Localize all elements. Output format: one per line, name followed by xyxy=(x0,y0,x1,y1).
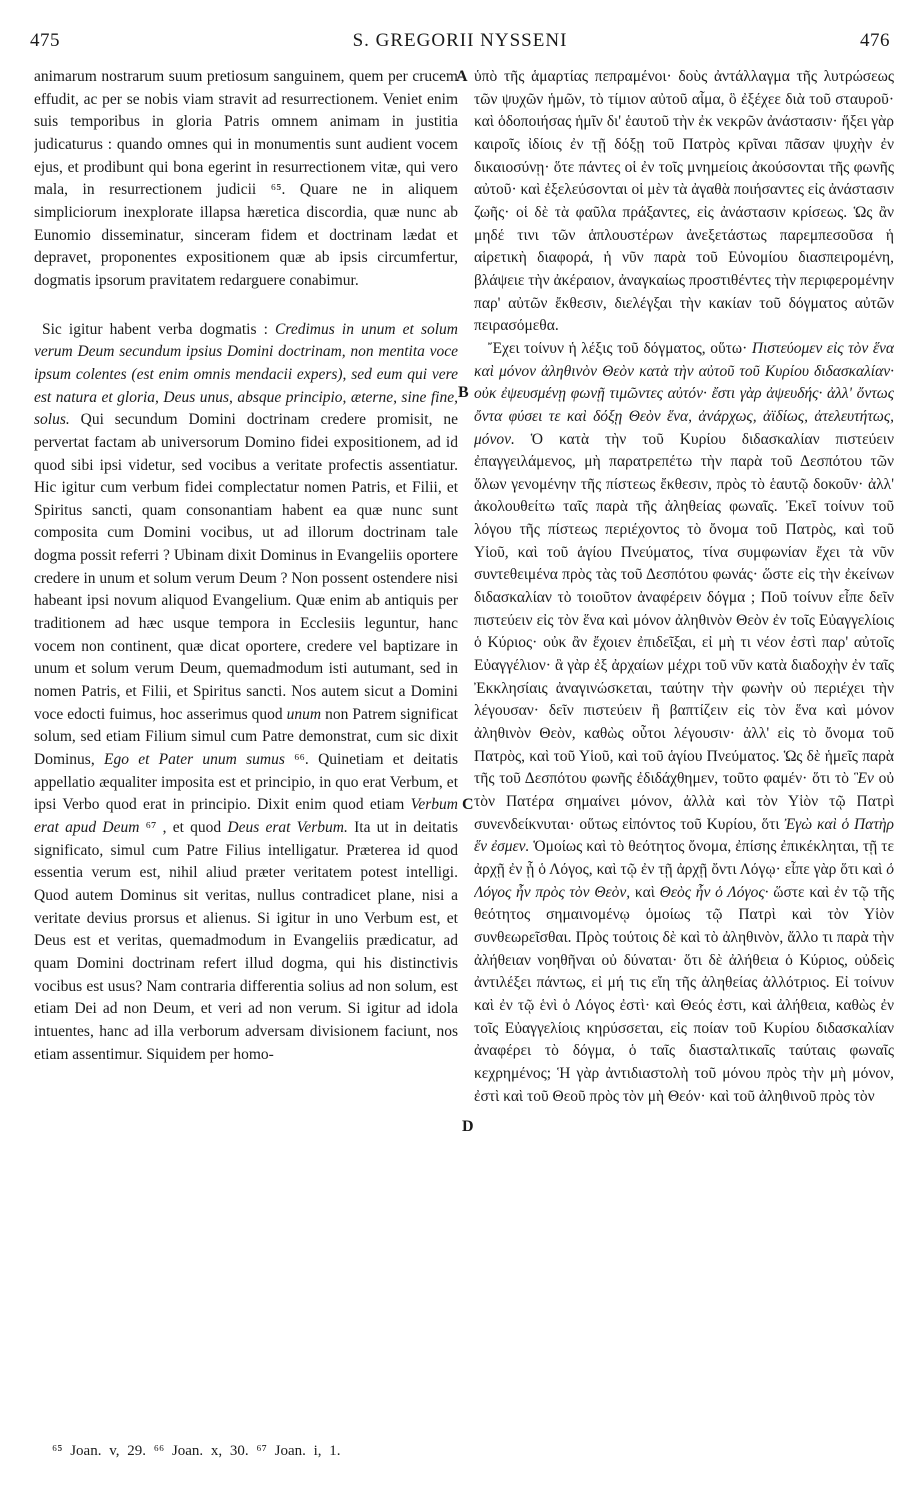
latin-text-d: ⁶⁷ , et quod xyxy=(139,819,228,836)
latin-text-a: Qui secundum Domini doctrinam credere promisit, ne pervertat factam ab universorum Domino fidei expositionem, ad id quod sibi ipsi videtur, sed vocibus a veritate profectis assentiatur. Hic igitur cum verbum fidei complectatur nomen Patris, et Filii, et Spiritus sancti, quam consonantiam habent ea quæ nunc sunt composita cum Domini vocibus, ut ad illorum doctrinam tale dogma possit referri ? Ubinam dixit Dominus in Evangeliis oportere credere in unum et solum verum Deum ? Non possent ostendere nisi habeant ipsi novum aliquod Evangelium. Quæ enim ab antiquis per traditionem ad hæc usque tempora in Ecclesiis leguntur, hanc vocem non continent, quæ dicat oportere, credere vel baptizare in unum et solum verum Deum, quemadmodum isti autumant, sed in nomen Patris, et Filii, et Spiritus sancti. Nos autem sicut a Domini voce edocti fuimus, hoc asserimus quod xyxy=(34,411,458,723)
greek-text-a: Ὁ κατὰ τὴν τοῦ Κυρίου διδασκαλίαν πιστεύειν ἐπαγγειλάμενος, μὴ παρατρεπέτω τὴν παρὰ τοῦ Δεσπότου τῶν ὅλων γενομένην τῆς πίστεως ἔκθεσιν, πρὸς τὸ ἑαυτῷ δοκοῦν· ἀλλ' ἀκολουθείτω ταῖς παρὰ τῆς ἀληθείας φωναῖς. Ἐκεῖ τοίνυν τοῦ λόγου τῆς πίστεως περιέχοντος τὸ ὄνομα τοῦ Πατρὸς, καὶ τοῦ Υἱοῦ, καὶ τοῦ ἁγίου Πνεύματος, τίνα συμφωνίαν ἔχει τὰ νῦν συντεθειμένα πρὸς τὰς τοῦ Δεσπότου φωνάς· ὥστε εἰς τὴν ἐκείνων διδασκαλίαν τὸ τοιοῦτον ἀναφέρειν δόγμα ; Ποῦ τοίνυν εἶπε δεῖν πιστεύειν εἰς τὸν ἕνα καὶ μόνον ἀληθινὸν Θεὸν ἐν τοῖς Εὐαγγελίοις ὁ Κύριος· οὐκ ἂν ἔχοιεν ἐπιδεῖξαι, εἰ μὴ τι νέον ἐστὶ παρ' αὐτοῖς Εὐαγγέλιον· ἃ γὰρ ἐξ ἀρχαίων μέχρι τοῦ νῦν κατὰ διαδοχὴν ἐν ταῖς Ἐκκλησίαις ἀναγινώσκεται, ταύτην τὴν φωνὴν οὐ περιέχει τὴν λέγουσαν· δεῖν πιστεύειν ἢ βαπτίζειν εἰς τὸν ἕνα καὶ μόνον ἀληθινὸν Θεὸν, καθὼς οὗτοι λέγουσιν· ἀλλ' εἰς τὸ ὄνομα τοῦ Πατρὸς, καὶ τοῦ Υἱοῦ, καὶ τοῦ ἁγίου Πνεύματος. Ὡς δὲ ἡμεῖς παρὰ τῆς τοῦ Δεσπότου φωνῆς ἐδιδάχθημεν, τοῦτο φαμέν· ὅτι τὸ xyxy=(474,430,894,788)
latin-text-e: Ita ut in deitatis significato, simul cum Patre Filius intelligatur. Præterea id quod essentia verum est, nihil aliud præter veritatem potest intelligi. Quod autem Dominus sit veritas, nullus contradicet plane, nisi a veritate devius prorsus et alienus. Si igitur in uno Verbum est, et Deus est et veritas, quemadmodum in Evangeliis prædicatur, ad quam Domini doctrinam refert illud dogma, qui his distinctivis vocibus est usus? Nam contraria differentia solius ad non solum, est etiam Dei ad non Deum, et veri ad non verum. Si igitur ad idola intuentes, hanc ad illa verborum adversam divisionem faciunt, nos etiam assentimur. Siquidem per homo- xyxy=(34,819,458,1063)
margin-marker-c: C xyxy=(462,796,474,813)
greek-paragraph-1: ὑπὸ τῆς ἁμαρτίας πεπραμένοι· δοὺς ἀντάλλαγμα τῆς λυτρώσεως τῶν ψυχῶν ἡμῶν, τὸ τίμιον αὐτοῦ αἷμα, ὃ ἐξέχεε διὰ τοῦ σταυροῦ· καὶ ὁδοποιήσας ἡμῖν δι' ἑαυτοῦ τὴν ἐκ νεκρῶν ἀνάστασιν· ἥξει γὰρ καιροῖς ἰδίοις ἐν τῇ δόξῃ τοῦ Πατρὸς κρῖναι πᾶσαν ψυχὴν ἐν δικαιοσύνῃ· ὅτε πάντες οἱ ἐν τοῖς μνημείοις ἀκούσονται τῆς φωνῆς αὐτοῦ· καὶ ἐξελεύσονται οἱ μὲν τὰ ἀγαθὰ ποιήσαντες εἰς ἀνάστασιν ζωῆς· οἱ δὲ τὰ φαῦλα πράξαντες, εἰς ἀνάστασιν κρίσεως. Ὡς ἂν μηδέ τινι τῶν ἁπλουστέρων ἀνεξετάστως παρεμπεσοῦσα ἡ αἱρετικὴ διαφορά, ἡ νῦν παρὰ τοῦ Εὐνομίου διασπειρομένη, βλάψειε τὴν ἀκέραιον, ἀναγκαίως προστιθέντες τὴν περιφερομένην παρ' αὐτῶν ἔκθεσιν, διελέγξαι τὴν κακίαν τοῦ δόγματος αὐτῶν πειρασόμεθα. xyxy=(474,68,894,335)
greek-column xyxy=(474,66,894,1108)
latin-intro: Sic igitur habent verba dogmatis : xyxy=(42,320,276,338)
latin-quote-ego: Ego et Pater unum sumus xyxy=(103,751,285,769)
footnotes: ⁶⁵ Joan. v, 29. ⁶⁶ Joan. x, 30. ⁶⁷ Joan. i, 1. xyxy=(52,1443,341,1459)
latin-quote-deus: Deus erat Verbum. xyxy=(227,819,348,836)
greek-text-b: οὐ τὸν Πατέρα σημαίνει μόνον, ἀλλὰ καὶ τὸν Υἱὸν τῷ Πατρὶ συνενδείκνυται· οὕτως εἰπόντος τοῦ Κυρίου, ὅτι xyxy=(474,770,894,833)
greek-intro: Ἔχει τοίνυν ἡ λέξις τοῦ δόγματος, οὕτω· xyxy=(488,339,752,357)
greek-paragraph-2 xyxy=(474,338,894,1108)
page-number-right: 476 xyxy=(860,30,890,51)
greek-text-c: Ὁμοίως καὶ τὸ θεότητος ὄνομα, ἐπίσης ἐπικέκληται, τῇ τε ἀρχῇ ἐν ᾗ ὁ Λόγος, καὶ τῷ ἐν τῇ ἀρχῇ ὄντι Λόγῳ· εἶπε γὰρ ὅτι καὶ xyxy=(474,838,894,878)
page-header xyxy=(30,30,890,60)
latin-column xyxy=(34,66,458,1066)
greek-creed-quote: Πιστεύομεν εἰς τὸν ἕνα καὶ μόνον ἀληθινὸν Θεὸν κατὰ τὴν αὐτοῦ τοῦ Κυρίου διδασκαλίαν· οὐκ ἐψευσμένῃ φωνῇ τιμῶντες αὐτόν· ἔστι γὰρ ἀψευδής· ἀλλ' ὄντως ὄντα φύσει τε καὶ δόξῃ Θεὸν ἕνα, ἀνάρχως, ἀϊδίως, ἀτελευτήτως, μόνον. xyxy=(474,339,894,448)
greek-quote-theos: Θεὸς ἦν ὁ Λόγος· xyxy=(659,883,769,901)
greek-text-e: ὥστε καὶ ἐν τῷ τῆς θεότητος σημαινομένῳ ὁμοίως τῷ Πατρὶ καὶ τὸν Υἱὸν συνθεωρεῖσθαι. Πρὸς τούτοις δὲ καὶ τὸ ἀληθινὸν, ἄλλο τι παρὰ τὴν ἀλήθειαν νοηθῆναι οὐ δύναται· ὅτι δὲ ἀλήθεια ὁ Κύριος, οὐδεὶς ἀντιλέξει πάντως, εἰ μή τις εἴη τῆς ἀληθείας ἀλλότριος. Εἰ τοίνυν καὶ ἐν τῷ ἑνὶ ὁ Λόγος ἐστὶ· καὶ Θεός ἐστι, καὶ ἀλήθεια, καθὼς ἐν τοῖς Εὐαγγελίοις κηρύσσεται, εἰς ποίαν τοῦ Κυρίου διδασκαλίαν ἀναφέρει τὸ δόγμα, ὁ ταῖς διασταλτικαῖς ταύταις φωναῖς κεχρημένος; Ἡ γὰρ ἀντιδιαστολὴ τοῦ μόνου πρὸς τὴν μὴ μόνον, ἐστὶ καὶ τοῦ Θεοῦ πρὸς τὸν μὴ Θεόν· καὶ τοῦ ἀληθινοῦ πρὸς τὸν xyxy=(474,883,894,1105)
latin-paragraph-1: animarum nostrarum suum pretiosum sanguinem, quem per crucem effudit, ac per se nobis viam stravit ad resurrectionem. Veniet enim suis temporibus in gloria Patris omnem animam in justitia judicaturus : quando omnes qui in monumentis sunt audient vocem ejus, et prodibunt qui bona egerint in resurrectionem vitæ, qui vero mala, in resurrectionem judicii ⁶⁵. Quare ne in aliquem simpliciorum inexplorate illapsa hæretica discordia, quæ nunc ab Eunomio disseminatur, sinceram fidem et doctrinam lædat et depravet, proponentes expositionem quæ ab ipsis circumfertur, dogmatis ipsorum pravitatem redarguere conabimur. xyxy=(34,68,458,289)
latin-paragraph-2 xyxy=(34,319,458,1067)
latin-quote-verbum: Verbum erat apud Deum xyxy=(34,796,458,836)
latin-text-b: non Patrem significat solum, sed etiam Filium simul cum Patre demonstrat, cum sic dixit Dominus, xyxy=(34,705,458,769)
greek-quote-logos: ὁ Λόγος ἦν πρὸς τὸν Θεὸν, xyxy=(474,860,894,901)
greek-quote-ego: Ἐγὼ καὶ ὁ Πατὴρ ἕν ἐσμεν. xyxy=(474,815,894,856)
margin-marker-d: D xyxy=(462,1118,474,1135)
greek-text-d: καὶ xyxy=(630,883,660,901)
running-title: S. GREGORII NYSSENI xyxy=(352,30,568,51)
margin-marker-a: A xyxy=(456,68,468,85)
latin-text-c: ⁶⁶. Quinetiam et deitatis appellatio æqualiter imposita est et principio, in quo erat Verbum, et ipsi Verbo quod erat in principio. Dixit enim quod etiam xyxy=(34,751,458,814)
greek-quote-en: Ἓν xyxy=(853,770,874,788)
margin-marker-b: B xyxy=(458,384,469,401)
latin-creed-quote: Credimus in unum et solum verum Deum secundum ipsius Domini doctrinam, non mentita voce ipsum colentes (est enim omnis mendacii expers), sed eum qui vere est natura et gloria, Deus unus, absque principio, æterne, sine fine, solus. xyxy=(34,320,458,429)
latin-quote-unum: unum xyxy=(286,705,322,723)
page-number-left: 475 xyxy=(30,30,60,51)
